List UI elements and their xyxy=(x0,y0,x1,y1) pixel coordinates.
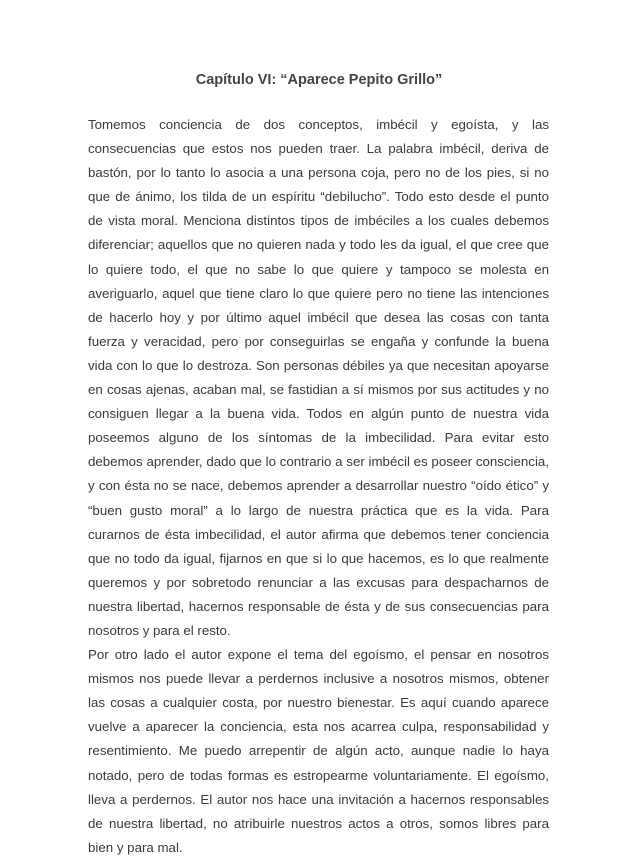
document-body xyxy=(88,113,549,860)
chapter-title: Capítulo VI: “Aparece Pepito Grillo” xyxy=(195,72,443,88)
paragraph-imbecil: Tomemos conciencia de dos conceptos, imbécil y egoísta, y las consecuencias que estos nos pueden traer. La palabra imbécil, deriva de bastón, por lo tanto lo asocia a una persona coja, pero no de los pies, si no que de ánimo, los tilda de un espíritu “debilucho”. Todo esto desde el punto de vista moral. Menciona distintos tipos de imbéciles a los cuales debemos diferenciar; aquellos que no quieren nada y todo les da igual, el que cree que lo quiere todo, el que no sabe lo que quiere y tampoco se molesta en averiguarlo, aquel que tiene claro lo que quiere pero no tiene las intenciones de hacerlo hoy y por último aquel imbécil que desea las cosas con tanta fuerza y veracidad, pero por conseguirlas se engaña y confunde la buena vida con lo que lo destroza. Son personas débiles ya que necesitan apoyarse en cosas ajenas, acaban mal, se fastidian a sí mismos por sus actitudes y no consiguen llegar a la buena vida. Todos en algún punto de nuestra vida poseemos alguno de los síntomas de la imbecilidad. Para evitar esto debemos aprender, dado que lo contrario a ser imbécil es poseer consciencia, y con ésta no se nace, debemos aprender a desarrollar nuestro “oído ético” y “buen gusto moral” a lo largo de nuestra práctica que es la vida. Para curarnos de ésta imbecilidad, el autor afirma que debemos tener conciencia que no todo da igual, fijarnos en que si lo que hacemos, es lo que realmente queremos y por sobretodo renunciar a las excusas para despacharnos de nuestra libertad, hacernos responsable de ésta y de sus consecuencias para nosotros y para el resto. xyxy=(88,117,549,638)
paragraph-egoismo: Por otro lado el autor expone el tema del egoísmo, el pensar en nosotros mismos nos puede llevar a perdernos inclusive a nosotros mismos, obtener las cosas a cualquier costa, por nuestro bienestar. Es aquí cuando aparece vuelve a aparecer la conciencia, esta nos acarrea culpa, responsabilidad y resentimiento. Me puedo arrepentir de algún acto, aunque nadie lo haya notado, pero de todas formas es estropearme voluntariamente. El egoísmo, lleva a perdernos. El autor nos hace una invitación a hacernos responsables de nuestra libertad, no atribuirle nuestros actos a otros, somos libres para bien y para mal. xyxy=(88,647,549,855)
